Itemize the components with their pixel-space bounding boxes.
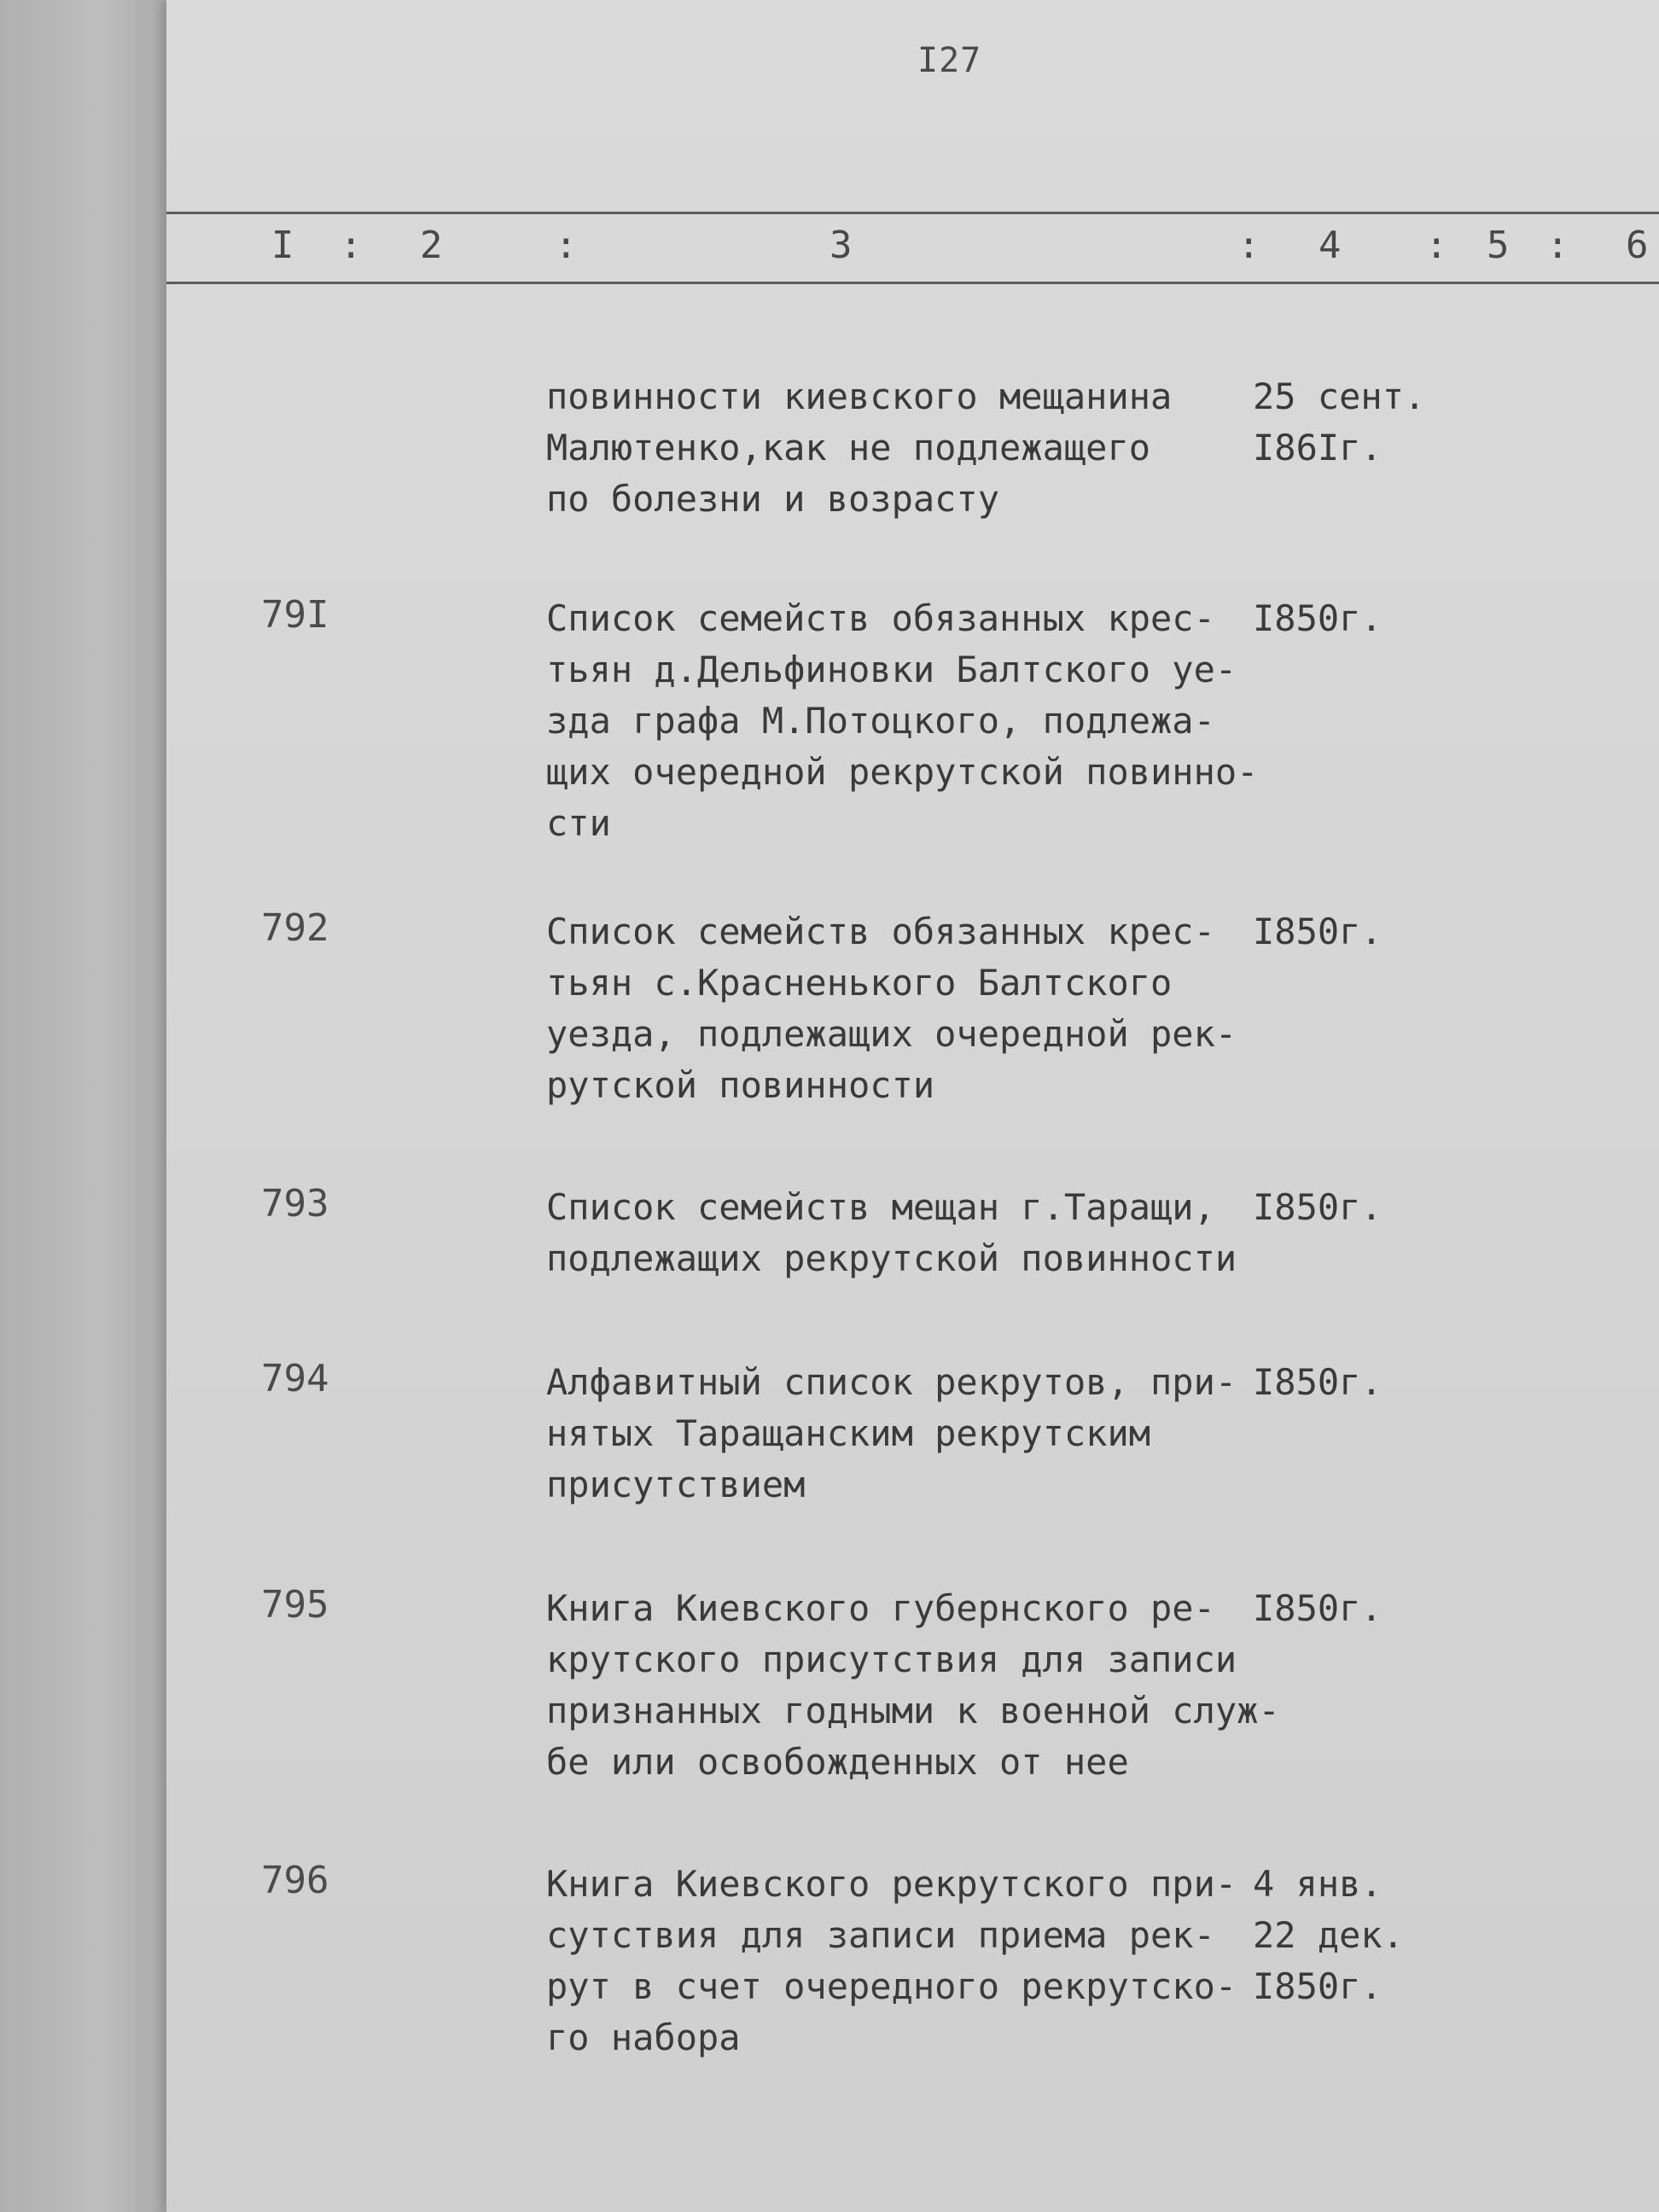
column-header-2: 2 — [420, 224, 443, 267]
column-header-5: 5 — [1487, 224, 1510, 267]
entry-date: I850г. — [1253, 911, 1382, 952]
entry-number: 794 — [261, 1357, 329, 1400]
entry-title: Книга Киевского рекрутского при- сутствия для записи приема рек- рут в счет очередного рекрутско- го набора — [546, 1863, 1237, 2058]
entry-date: 4 янв. 22 дек. I850г. — [1253, 1863, 1405, 2007]
left-margin — [0, 0, 166, 2212]
entry-number: 79I — [261, 593, 329, 637]
entry-number: 793 — [261, 1182, 329, 1225]
entry-number: 796 — [261, 1859, 329, 1902]
header-rule-top — [166, 212, 1659, 214]
entry-date: 25 сент. I86Iг. — [1253, 375, 1426, 469]
entry-date: I850г. — [1253, 1361, 1382, 1403]
entry-date: I850г. — [1253, 597, 1382, 639]
entry-date: I850г. — [1253, 1186, 1382, 1228]
column-header-3: 3 — [830, 224, 853, 267]
entry-title: Список семейств обязанных крес- тьян с.Красненького Балтского уезда, подлежащих очередной рек- рутской повинности — [546, 911, 1237, 1106]
entry-date: I850г. — [1253, 1587, 1382, 1629]
entry-title: Алфавитный список рекрутов, при- нятых Таращанским рекрутским присутствием — [546, 1361, 1237, 1505]
column-header-1: I — [271, 224, 294, 267]
entry-title: Книга Киевского губернского ре- крутского присутствия для записи признанных годными к военной служ- бе или освобожденных от нее — [546, 1587, 1280, 1783]
column-separator: : — [555, 224, 578, 267]
entry-title: повинности киевского мещанина Малютенко,как не подлежащего по болезни и возрасту — [546, 375, 1173, 520]
entry-number: 795 — [261, 1583, 329, 1627]
entry-title: Список семейств мещан г.Таращи, подлежащих рекрутской повинности — [546, 1186, 1237, 1279]
column-separator: : — [340, 224, 363, 267]
column-separator: : — [1425, 224, 1448, 267]
entry-title: Список семейств обязанных крес- тьян д.Дельфиновки Балтского уе- зда графа М.Потоцкого, подлежа- щих очередной рекрутской повинно- сти — [546, 597, 1259, 844]
column-header-4: 4 — [1318, 224, 1342, 267]
column-header-6: 6 — [1626, 224, 1649, 267]
column-separator: : — [1546, 224, 1569, 267]
page-number: I27 — [917, 41, 982, 80]
column-separator: : — [1237, 224, 1260, 267]
header-rule-bottom — [166, 282, 1659, 284]
entry-number: 792 — [261, 906, 329, 950]
